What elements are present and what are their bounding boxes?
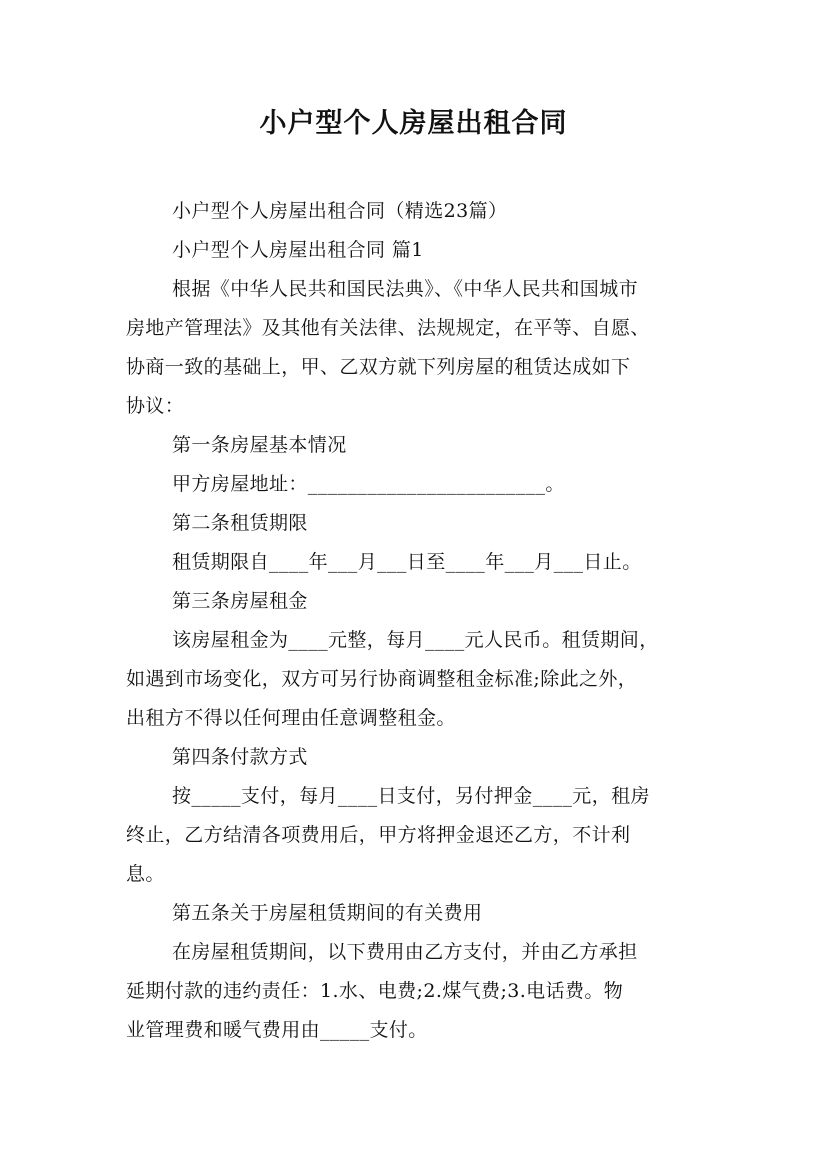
paragraph-line: 该房屋租金为____元整，每月____元人民币。租赁期间，: [172, 629, 659, 651]
paragraph-line: 如遇到市场变化，双方可另行协商调整租金标准;除此之外，: [126, 668, 638, 690]
paragraph-line: 协议：: [126, 395, 185, 417]
clause-heading: 第二条租赁期限: [172, 512, 308, 534]
paragraph-line: 根据《中华人民共和国民法典》、《中华人民共和国城市: [172, 278, 639, 300]
paragraph-line: 出租方不得以任何理由任意调整租金。: [126, 707, 456, 729]
paragraph-line: 在房屋租赁期间，以下费用由乙方支付，并由乙方承担: [172, 941, 638, 963]
paragraph-line: 房地产管理法》及其他有关法律、法规规定，在平等、自愿、: [126, 317, 650, 339]
paragraph-line: 甲方房屋地址：________________________。: [172, 473, 565, 495]
document-subtitle: 小户型个人房屋出租合同（精选23篇）: [172, 200, 508, 222]
paragraph-line: 终止，乙方结清各项费用后，甲方将押金退还乙方，不计利: [126, 824, 631, 846]
document-title: 小户型个人房屋出租合同: [259, 108, 568, 139]
paragraph-line: 按_____支付，每月____日支付，另付押金____元，租房: [172, 785, 650, 807]
clause-heading: 第三条房屋租金: [172, 590, 308, 612]
clause-heading: 第五条关于房屋租赁期间的有关费用: [172, 902, 483, 924]
clause-heading: 第四条付款方式: [172, 746, 308, 768]
clause-heading: 第一条房屋基本情况: [172, 434, 347, 456]
section-heading: 小户型个人房屋出租合同 篇1: [172, 239, 424, 261]
paragraph-line: 协商一致的基础上，甲、乙双方就下列房屋的租赁达成如下: [126, 356, 631, 378]
paragraph-line: 租赁期限自____年___月___日至____年___月___日止。: [172, 551, 642, 573]
paragraph-line: 业管理费和暖气费用由_____支付。: [126, 1019, 428, 1041]
paragraph-line: 息。: [126, 863, 165, 885]
paragraph-line: 延期付款的违约责任：1.水、电费;2.煤气费;3.电话费。物: [126, 980, 624, 1002]
